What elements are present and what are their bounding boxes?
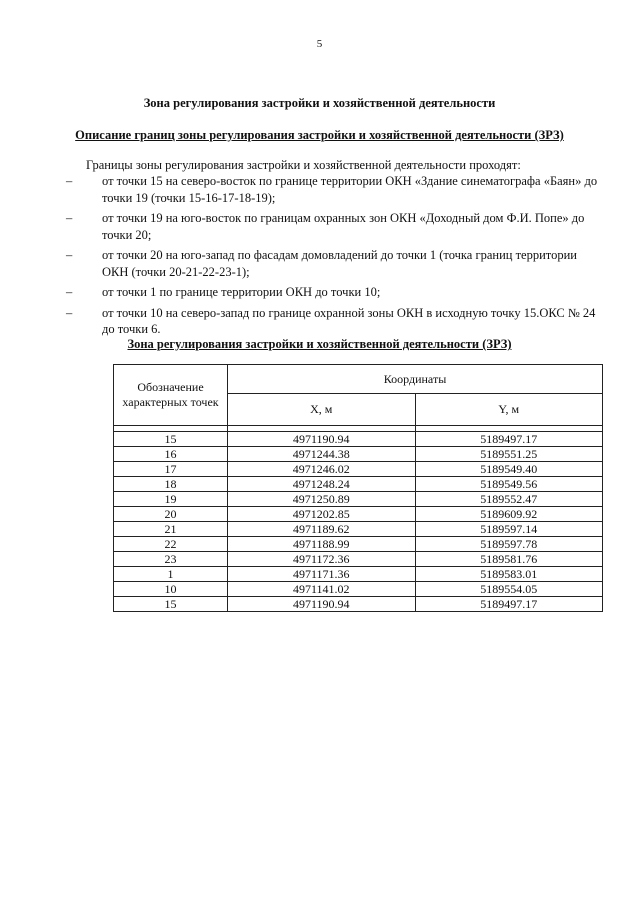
table-row bbox=[114, 597, 603, 612]
cell-point: 15 bbox=[114, 597, 228, 612]
cell-x: 4971188.99 bbox=[228, 537, 416, 552]
table-row bbox=[114, 582, 603, 597]
cell-x: 4971246.02 bbox=[228, 462, 416, 477]
cell-y: 5189551.25 bbox=[415, 447, 603, 462]
cell-point: 20 bbox=[114, 507, 228, 522]
boundary-description-list bbox=[66, 173, 606, 342]
cell-y: 5189497.17 bbox=[415, 597, 603, 612]
header-x: X, м bbox=[228, 394, 416, 426]
page-number: 5 bbox=[316, 38, 323, 50]
cell-x: 4971250.89 bbox=[228, 492, 416, 507]
table-body bbox=[114, 426, 603, 612]
cell-point: 16 bbox=[114, 447, 228, 462]
table-row bbox=[114, 477, 603, 492]
table-row bbox=[114, 492, 603, 507]
dash-marker: – bbox=[66, 248, 73, 262]
cell-x: 4971190.94 bbox=[228, 432, 416, 447]
table-row bbox=[114, 462, 603, 477]
cell-point: 22 bbox=[114, 537, 228, 552]
cell-point: 17 bbox=[114, 462, 228, 477]
cell-x: 4971189.62 bbox=[228, 522, 416, 537]
cell-x: 4971244.38 bbox=[228, 447, 416, 462]
cell-y: 5189609.92 bbox=[415, 507, 603, 522]
table-row bbox=[114, 507, 603, 522]
list-item-text: от точки 10 на северо-запад по границе охранной зоны ОКН в исходную точку 15.ОКС № 24 до точки 6. bbox=[102, 305, 596, 336]
list-item-text: от точки 19 на юго-восток по границам охранных зон ОКН «Доходный дом Ф.И. Попе» до точки 20; bbox=[102, 211, 585, 242]
cell-x: 4971171.36 bbox=[228, 567, 416, 582]
cell-point: 18 bbox=[114, 477, 228, 492]
cell-x: 4971190.94 bbox=[228, 597, 416, 612]
list-item bbox=[66, 247, 606, 280]
cell-point: 23 bbox=[114, 552, 228, 567]
list-item-text: от точки 15 на северо-восток по границе территории ОКН «Здание синематографа «Баян» до точки 19 (точки 15-16-17-18-19); bbox=[102, 174, 598, 205]
cell-y: 5189597.78 bbox=[415, 537, 603, 552]
header-point: Обозначение характерных точек bbox=[114, 365, 228, 426]
dash-marker: – bbox=[66, 174, 73, 188]
list-item bbox=[66, 284, 606, 301]
cell-y: 5189552.47 bbox=[415, 492, 603, 507]
cell-point: 21 bbox=[114, 522, 228, 537]
cell-point: 10 bbox=[114, 582, 228, 597]
dash-marker: – bbox=[66, 211, 73, 225]
intro-paragraph: Границы зоны регулирования застройки и хозяйственной деятельности проходят: bbox=[86, 158, 521, 172]
cell-y: 5189583.01 bbox=[415, 567, 603, 582]
table-row bbox=[114, 432, 603, 447]
table-row bbox=[114, 537, 603, 552]
cell-point: 1 bbox=[114, 567, 228, 582]
table-title: Зона регулирования застройки и хозяйственной деятельности (ЗРЗ) bbox=[127, 337, 512, 351]
dash-marker: – bbox=[66, 305, 73, 320]
header-coordinates: Координаты bbox=[228, 365, 603, 394]
dash-marker: – bbox=[66, 285, 73, 299]
list-item bbox=[66, 210, 606, 243]
cell-y: 5189497.17 bbox=[415, 432, 603, 447]
section-subtitle: Описание границ зоны регулирования застройки и хозяйственной деятельности (ЗРЗ) bbox=[75, 128, 564, 142]
header-y: Y, м bbox=[415, 394, 603, 426]
cell-x: 4971172.36 bbox=[228, 552, 416, 567]
list-item bbox=[66, 173, 606, 206]
table-row bbox=[114, 447, 603, 462]
document-title: Зона регулирования застройки и хозяйственной деятельности bbox=[143, 96, 496, 110]
cell-x: 4971202.85 bbox=[228, 507, 416, 522]
table-row bbox=[114, 522, 603, 537]
cell-point: 19 bbox=[114, 492, 228, 507]
table-row bbox=[114, 552, 603, 567]
cell-y: 5189549.56 bbox=[415, 477, 603, 492]
cell-y: 5189597.14 bbox=[415, 522, 603, 537]
cell-point: 15 bbox=[114, 432, 228, 447]
list-item-text: от точки 1 по границе территории ОКН до точки 10; bbox=[102, 285, 381, 299]
list-item-text: от точки 20 на юго-запад по фасадам домовладений до точки 1 (точка границ территории ОКН (точки 20-21-22-23-1); bbox=[102, 248, 577, 279]
cell-y: 5189581.76 bbox=[415, 552, 603, 567]
cell-x: 4971248.24 bbox=[228, 477, 416, 492]
cell-y: 5189554.05 bbox=[415, 582, 603, 597]
cell-y: 5189549.40 bbox=[415, 462, 603, 477]
cell-x: 4971141.02 bbox=[228, 582, 416, 597]
coordinates-table bbox=[113, 364, 603, 612]
list-item bbox=[66, 305, 606, 338]
table-row bbox=[114, 567, 603, 582]
